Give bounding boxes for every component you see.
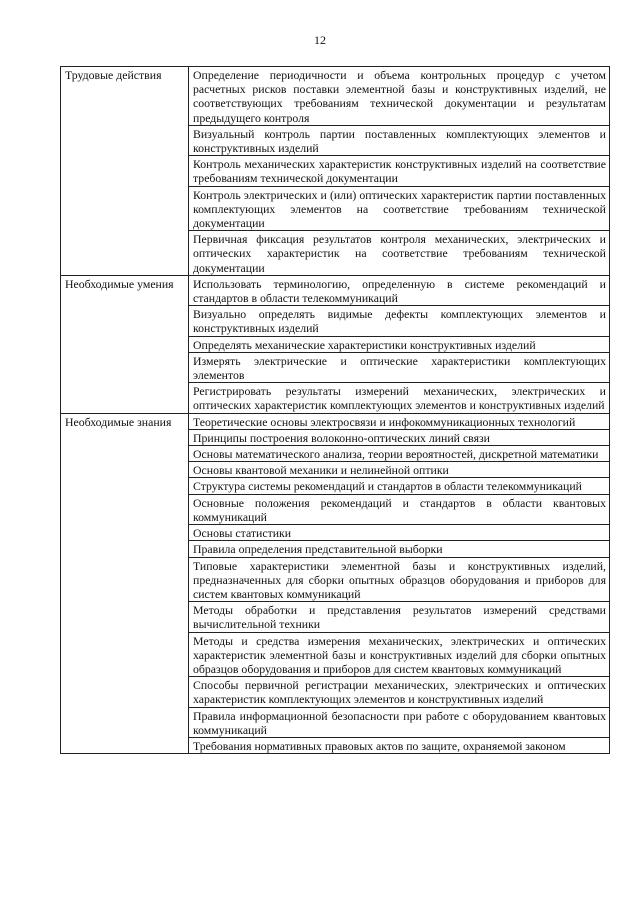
table-row <box>61 413 610 429</box>
requirement-text: Методы обработки и представления результатов измерений средствами вычислительной техники <box>189 602 610 632</box>
requirement-text: Контроль электрических и (или) оптических характеристик партии поставленных комплектующих элементов на соответствие требованиям технической документации <box>189 186 610 231</box>
page-number: 12 <box>314 33 326 47</box>
requirement-text: Теоретические основы электросвязи и инфокоммуникационных технологий <box>189 413 610 429</box>
requirement-text: Использовать терминологию, определенную в системе рекомендаций и стандартов в области телекоммуникаций <box>189 275 610 305</box>
requirement-text: Правила определения представительной выборки <box>189 541 610 557</box>
requirements-table <box>60 66 610 754</box>
requirement-text: Первичная фиксация результатов контроля механических, электрических и оптических характеристик на соответствие требованиям технической документации <box>189 231 610 276</box>
requirement-text: Типовые характеристики элементной базы и конструктивных изделий, предназначенных для сборки опытных образцов оборудования и приборов для систем квантовых коммуникаций <box>189 557 610 602</box>
requirement-text: Основы квантовой механики и нелинейной оптики <box>189 462 610 478</box>
requirement-text: Основные положения рекомендаций и стандартов в области квантовых коммуникаций <box>189 494 610 524</box>
requirement-text: Основы статистики <box>189 525 610 541</box>
section-label: Необходимые умения <box>61 275 189 413</box>
requirement-text: Правила информационной безопасности при работе с оборудованием квантовых коммуникаций <box>189 707 610 737</box>
requirement-text: Структура системы рекомендаций и стандартов в области телекоммуникаций <box>189 478 610 494</box>
requirement-text: Контроль механических характеристик конструктивных изделий на соответствие требованиям технической документации <box>189 156 610 186</box>
requirement-text: Визуально определять видимые дефекты комплектующих элементов и конструктивных изделий <box>189 306 610 336</box>
section-label: Трудовые действия <box>61 67 189 276</box>
requirement-text: Регистрировать результаты измерений механических, электрических и оптических характеристик комплектующих элементов и конструктивных изделий <box>189 383 610 413</box>
requirement-text: Измерять электрические и оптические характеристики комплектующих элементов <box>189 352 610 382</box>
requirement-text: Определение периодичности и объема контрольных процедур с учетом расчетных рисков поставки элементной базы и конструктивных изделий, не соответствующих требованиям технической документации и результатам предыдущего контроля <box>189 67 610 126</box>
requirement-text: Основы математического анализа, теории вероятностей, дискретной математики <box>189 446 610 462</box>
requirement-text: Определять механические характеристики конструктивных изделий <box>189 336 610 352</box>
requirement-text: Способы первичной регистрации механических, электрических и оптических характеристик комплектующих элементов и конструктивных изделий <box>189 677 610 707</box>
requirement-text: Методы и средства измерения механических, электрических и оптических характеристик элементной базы и конструктивных изделий для сборки опытных образцов оборудования и приборов для систем квантовых коммуникаций <box>189 632 610 677</box>
table-row <box>61 275 610 305</box>
table-row <box>61 67 610 126</box>
requirement-text: Визуальный контроль партии поставленных комплектующих элементов и конструктивных изделий <box>189 125 610 155</box>
section-label: Необходимые знания <box>61 413 189 753</box>
requirement-text: Принципы построения волоконно-оптических линий связи <box>189 429 610 445</box>
requirement-text: Требования нормативных правовых актов по защите, охраняемой законом <box>189 737 610 753</box>
